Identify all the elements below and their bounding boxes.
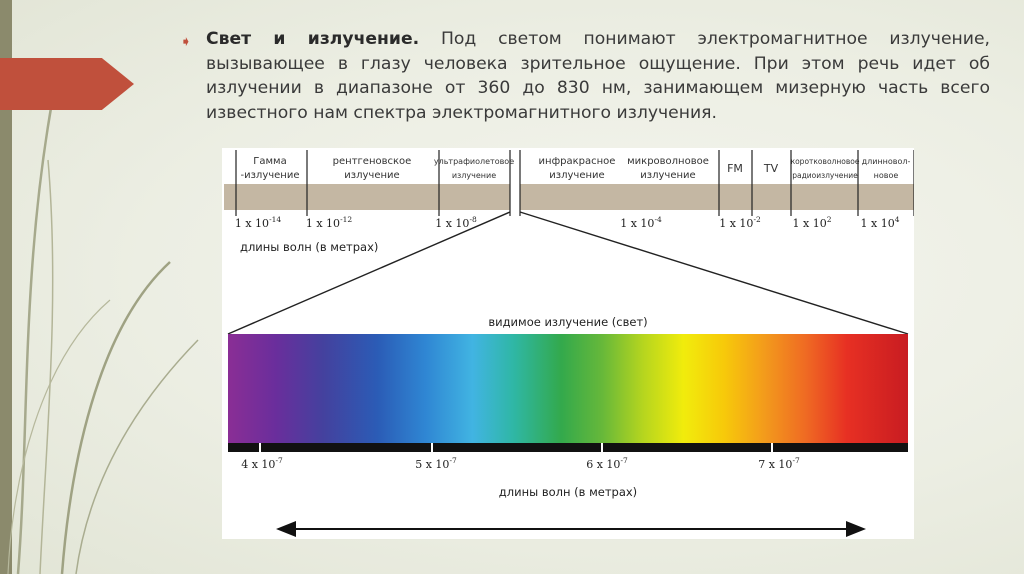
em-tick-5: 1 x $10^{-2}$ <box>719 215 761 230</box>
vis-tick-5: 5 x $10^{-7}$ <box>415 456 457 471</box>
visible-spectrum-band <box>228 334 908 443</box>
band-xray-l2: излучение <box>344 170 400 181</box>
em-tick-7: 1 x $10^4$ <box>860 215 900 230</box>
em-tick-3: 1 x $10^{-8}$ <box>435 215 477 230</box>
visible-title: видимое излучение (свет) <box>488 315 648 329</box>
em-band-left <box>224 184 510 210</box>
heading-bold: Свет и излучение. <box>206 29 420 49</box>
double-arrow-left-head <box>276 521 296 537</box>
band-micro-l2: излучение <box>640 170 696 181</box>
band-uv-l2: излучение <box>451 171 497 180</box>
band-fm: FM <box>727 162 743 175</box>
slide-paragraph <box>206 27 990 125</box>
band-longwave-l1: длинновол- <box>861 157 911 166</box>
paragraph-text: Под светом понимают электромагнитное излучение, вызывающее в глазу человека зрительное ощущение. При этом речь идет об излучении в диапазоне от 360 до 830 нм, занимающем мизерную часть всего известного нам спектра электромагнитного излучения. <box>206 29 990 123</box>
arrow-bullet-icon: ➧ <box>180 33 192 49</box>
em-tick-6: 1 x $10^2$ <box>792 215 832 230</box>
band-longwave-l2: новое <box>873 171 899 180</box>
band-micro-l1: микроволновое <box>627 156 709 167</box>
band-gamma-l2: -излучение <box>240 170 300 181</box>
band-uv-l1: ультрафиолетовое <box>433 157 515 166</box>
em-tick-1: 1 x $10^{-14}$ <box>234 215 282 230</box>
band-tv: TV <box>763 162 779 175</box>
em-axis-label: длины волн (в метрах) <box>240 240 379 254</box>
em-tick-4: 1 x $10^{-4}$ <box>620 215 662 230</box>
spectrum-figure <box>222 148 914 539</box>
band-ir-l1: инфракрасное <box>538 156 616 167</box>
visible-axis-label: длины волн (в метрах) <box>498 485 638 499</box>
band-gamma-l1: Гамма <box>253 156 287 167</box>
band-shortwave-l1: коротковолновое <box>790 157 860 166</box>
em-tick-2: 1 x $10^{-12}$ <box>305 215 353 230</box>
band-xray-l1: рентгеновское <box>332 156 412 167</box>
visible-scale-bar <box>228 443 908 452</box>
zoom-line-left <box>228 212 510 334</box>
vis-tick-7: 7 x $10^{-7}$ <box>758 456 800 471</box>
vis-tick-6: 6 x $10^{-7}$ <box>586 456 628 471</box>
band-shortwave-l2: радиоизлучение <box>792 171 858 180</box>
em-band-right <box>520 184 914 210</box>
band-ir-l2: излучение <box>549 170 605 181</box>
vis-tick-4: 4 x $10^{-7}$ <box>241 456 283 471</box>
double-arrow-right-head <box>846 521 866 537</box>
